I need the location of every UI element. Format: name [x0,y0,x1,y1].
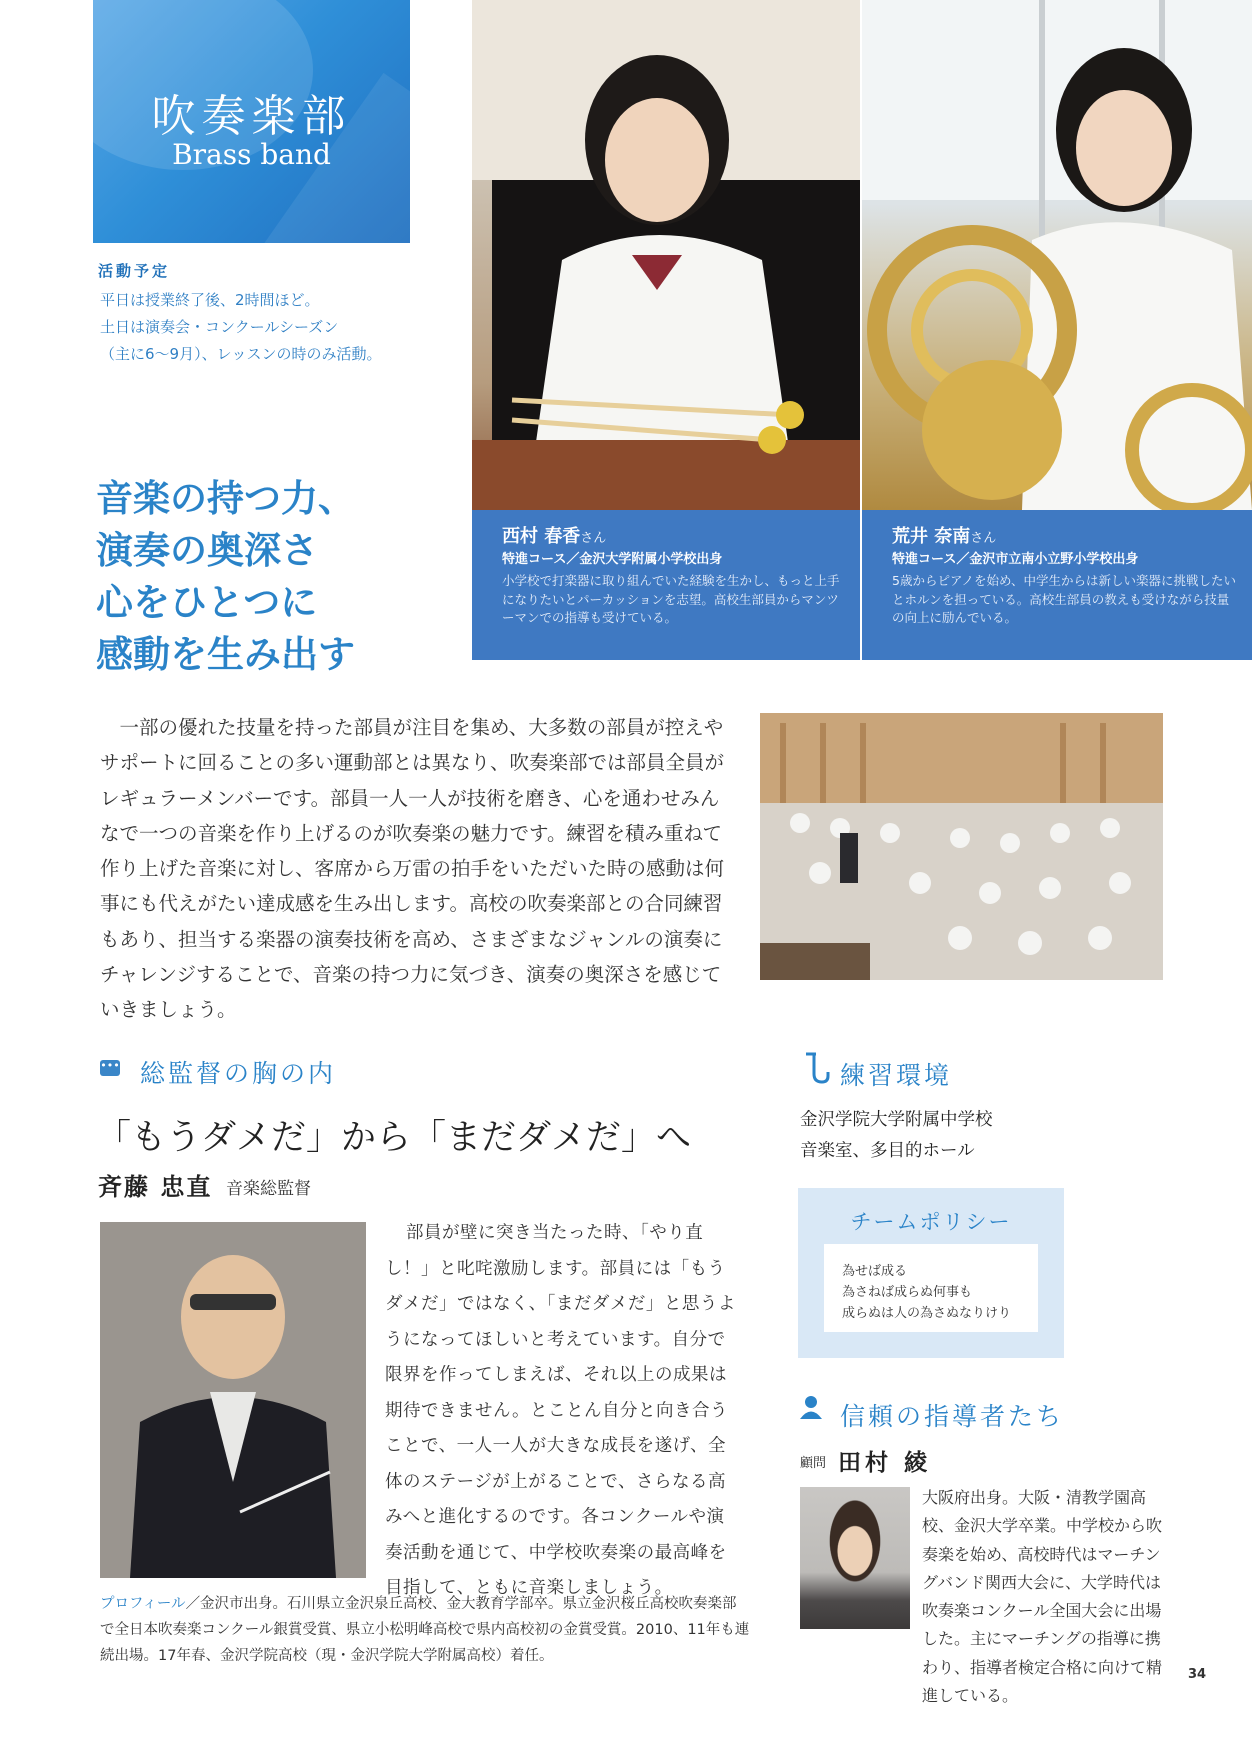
director-name: 斉藤 忠直 [98,1173,213,1201]
team-policy-content [824,1244,1038,1332]
photo-mentor [800,1487,910,1629]
club-subtitle: Brass band [172,138,331,171]
photo-student-horn [862,0,1252,510]
schedule-line: （主に6〜9月）、レッスンの時のみ活動。 [100,345,382,363]
intro-body-text: 一部の優れた技量を持った部員が注目を集め、大多数の部員が控えやサポートに回ることの多い運動部とは異なり、吹奏楽部では部員全員がレギュラーメンバーです。部員一人一人が技術を磨き、心を通わせみんなで一つの音楽を作り上げるのが吹奏楽の魅力です。練習を積み重ねて作り上げた音楽に対し、客席から万雷の拍手をいただいた時の感動は何事にも代えがたい達成感を生み出します。高校の吹奏楽部との合同練習もあり、担当する楽器の演奏技術を高め、さまざまなジャンルの演奏にチャレンジすることで、音楽の持つ力に気づき、演奏の奥深さを感じていきましょう。 [100,716,725,1022]
student-course: 特進コース／金沢市立南小立野小学校出身 [892,552,1139,567]
policy-line: 成らぬは人の為さぬなりけり [842,1306,1012,1321]
photo-illustration [862,0,1252,510]
photo-director [100,1222,366,1578]
environment-line: 音楽室、多目的ホール [800,1141,975,1161]
student-caption [472,510,860,660]
mentor-role: 顧問 [800,1456,827,1471]
photo-band-rehearsal [760,713,1163,980]
photo-illustration [472,0,860,510]
person-icon [798,1394,824,1420]
policy-line: 為さねば成らぬ何事も [842,1285,973,1300]
student-name: 荒井 奈南さん [892,526,997,547]
team-policy-heading: チームポリシー [850,1210,1012,1234]
main-copy-line: 演奏の奥深さ [96,528,318,572]
club-title: 吹奏楽部 [151,91,352,142]
environment-heading: 練習環境 [840,1061,953,1090]
main-copy-line: 音楽の持つ力、 [96,476,355,520]
schedule-heading: 活動予定 [98,262,171,280]
schedule-line: 平日は授業終了後、2時間ほど。 [100,291,320,309]
photo-student-percussion [472,0,860,510]
schedule-line: 土日は演奏会・コンクールシーズン [100,318,339,336]
photo-illustration [760,713,1163,980]
director-role: 音楽総監督 [226,1179,311,1199]
mentor-profile: 大阪府出身。大阪・清教学園高校、金沢大学卒業。中学校から吹奏楽を始め、高校時代はマーチングバンド関西大会に、大学時代は吹奏楽コンクール全国大会に出場した。主にマーチングの指導に携わり、指導者検定合格に向けて精進している。 [922,1488,1163,1706]
student-caption [862,510,1252,660]
director-message: 部員が壁に突き当たった時、「やり直し！」と叱咤激励します。部員には「もうダメだ」ではなく、「まだダメだ」と思うようになってほしいと考えています。自分で限界を作ってしまえば、それ以上の成果は期待できません。とことん自分と向き合うことで、一人一人が大きな成長を遂げ、全体のステージが上がることで、さらなる高みへと進化するのです。各コンクールや演奏活動を通じて、中学校吹奏楽の最高峰を目指して、ともに音楽しましょう。 [385,1223,736,1598]
student-comment: 5歳からピアノを始め、中学生からは新しい楽器に挑戦したいとホルンを担っている。高校生部員の教えも受けながら技量の向上に励んでいる。 [892,573,1236,625]
environment-line: 金沢学院大学附属中学校 [800,1110,993,1130]
mentors-heading: 信頼の指導者たち [840,1402,1065,1431]
director-quote: 「もうダメだ」から「まだダメだ」へ [96,1118,692,1158]
team-policy-box [798,1188,1064,1358]
profile-label: プロフィール [100,1596,186,1612]
director-heading: 総監督の胸の内 [140,1059,337,1088]
mentor-name: 田村 綾 [838,1450,932,1476]
page-number: 34 [1188,1667,1207,1682]
student-name: 西村 春香さん [502,526,607,547]
saxophone-icon [800,1052,830,1093]
main-copy-line: 心をひとつに [96,580,318,624]
student-comment: 小学校で打楽器に取り組んでいた経験を生かし、もっと上手になりたいとパーカッションを志望。高校生部員からマンツーマンでの指導も受けている。 [502,573,840,625]
policy-line: 為せば成る [842,1264,908,1279]
main-copy [96,472,355,680]
main-copy-line: 感動を生み出す [96,632,355,676]
photo-illustration [100,1222,366,1578]
speech-bubble-icon: ••• [100,1060,120,1076]
club-title-block [93,0,410,243]
student-course: 特進コース／金沢大学附属小学校出身 [502,552,723,567]
director-profile: プロフィール／金沢市出身。石川県立金沢泉丘高校、金大教育学部卒。県立金沢桜丘高校吹奏楽部で全日本吹奏楽コンクール銀賞受賞、県立小松明峰高校で県内高校初の金賞受賞。2010、11年も連続出場。17年春、金沢学院高校（現・金沢学院大学附属高校）着任。 [100,1596,750,1664]
